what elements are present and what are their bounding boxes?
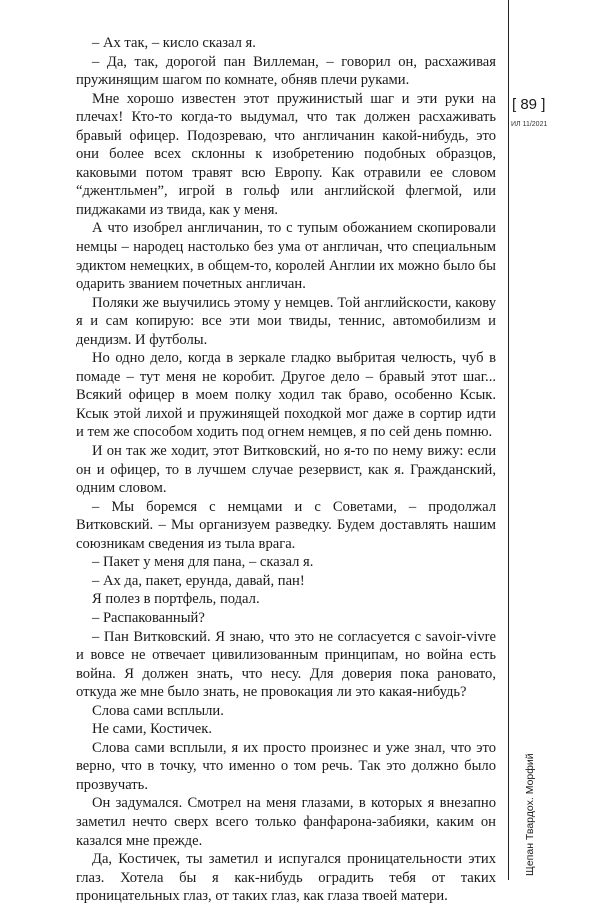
paragraph: – Ах да, пакет, ерунда, давай, пан! (92, 572, 305, 589)
paragraph: Он задумался. Смотрел на меня глазами, в которых я внезапно заметил нечто сверх всего только фанфарона-забияки, каким он казался мне прежде. (76, 795, 496, 849)
page-number (512, 96, 564, 114)
running-title: Щепан Твардох. Морфий (524, 753, 536, 876)
paragraph: – Распакованный? (92, 609, 205, 626)
paragraph: Поляки же выучились этому у немцев. Той английскости, какову я и сам копирую: все эти мои твиды, теннис, автомобилизм и дендизм. И футболы. (76, 294, 496, 348)
paragraph: – Пакет у меня для пана, – сказал я. (92, 554, 314, 571)
paragraph: Слова сами всплыли. (92, 702, 224, 719)
page-number-value: 89 (520, 96, 538, 113)
paragraph: – Пан Витковский. Я знаю, что это не согласуется с savoir-vivre и вовсе не отвечает цивилизованным принципам, но война есть война. Я должен знать, что несу. Для доверия пока рановато, откуда же мне было знать, не провокация ли это какая-нибудь? (76, 628, 496, 701)
paragraph: – Ах так, – кисло сказал я. (92, 35, 256, 51)
paragraph: А что изобрел англичанин, то с тупым обожанием скопировали немцы – народец настолько без ума от англичан, что специальным эдиктом немецких, в общем-то, королей Англии их можно было бы одарить званием почетных англичан. (76, 220, 496, 293)
paragraph: Да, Костичек, ты заметил и испугался проницательности этих глаз. Хотела бы я как-нибудь оградить тебя от таких проницательных глаз, от таких глаз, как глаза твоей матери. (76, 851, 496, 905)
paragraph: Не сами, Костичек. (92, 721, 213, 738)
margin-divider (508, 0, 509, 880)
page-number-bracket-right: ] (541, 96, 546, 113)
paragraph: Мне хорошо известен этот пружинистый шаг и эти руки на плечах! Кто-то когда-то выдумал, что так должен расхаживать бравый офицер. Подозреваю, что англичанин какой-нибудь, это они более всех склонны к изобретению подобных образцов, каковыми потом травят всю Европу. Как отравили ее словом “джентльмен”, игрой в гольф или английской флегмой, или пиджаками из твида, как у меня. (76, 90, 496, 218)
issue-label: ИЛ 11/2021 (511, 121, 548, 128)
paragraph: Слова сами всплыли, я их просто произнес и уже знал, что это верно, что в точку, что именно о том речь. Так это должно было прозвучать. (76, 739, 496, 793)
page-number-bracket-left: [ (512, 96, 517, 113)
paragraph: Я полез в портфель, подал. (92, 591, 260, 608)
body-text (76, 34, 496, 906)
paragraph: Но одно дело, когда в зеркале гладко выбритая челюсть, чуб в помаде – тут меня не коробит. Другое дело – бравый этот шаг... Всякий офицер в моем полку ходил так браво, особенно Ксык. Ксык этой лихой и пружинящей походкой мог даже в сортир идти и тем же способом ходить под огнем немцев, я по сей день помню. (76, 350, 496, 441)
paragraph: – Мы боремся с немцами и с Советами, – продолжал Витковский. – Мы организуем разведку. Будем доставлять нашим союзникам сведения из тыла врага. (76, 498, 496, 552)
paragraph: И он так же ходит, этот Витковский, но я-то по нему вижу: если он и офицер, то в лучшем случае резервист, как я. Гражданский, одним словом. (76, 443, 496, 497)
paragraph: – Да, так, дорогой пан Виллеман, – говорил он, расхаживая пружинящим шагом по комнате, обняв плечи руками. (76, 53, 496, 89)
